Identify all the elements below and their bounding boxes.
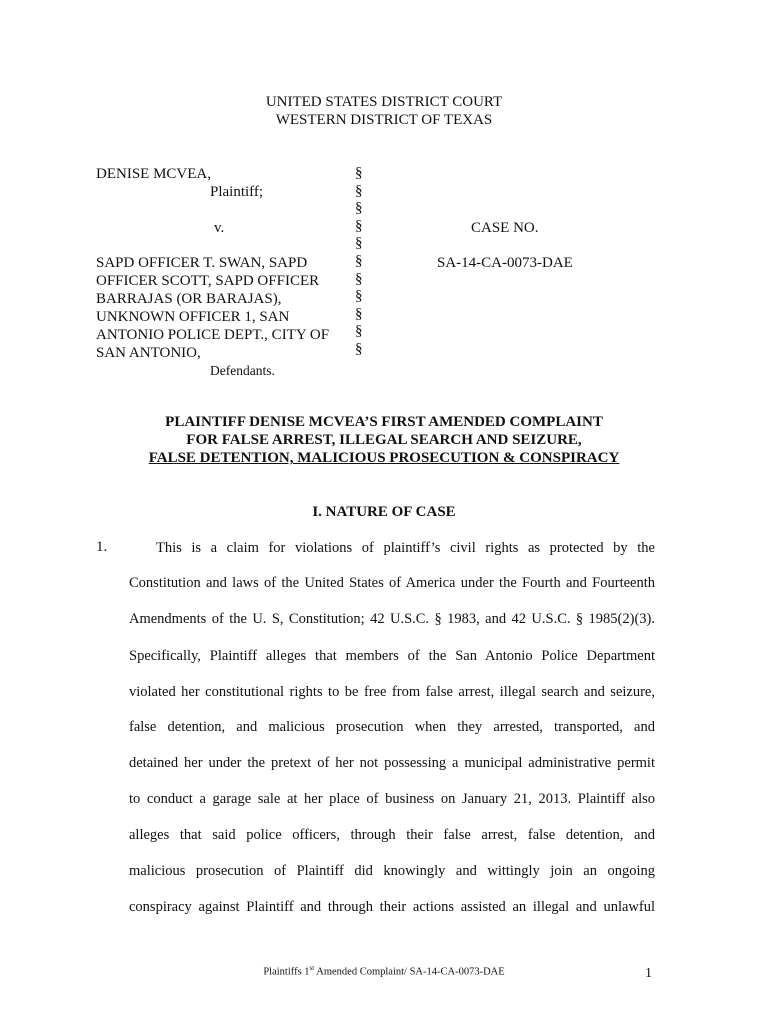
complaint-title-line3-text: FALSE DETENTION, MALICIOUS PROSECUTION & CONSPIRACY	[148, 450, 620, 466]
case-no-label: CASE NO.	[471, 220, 539, 236]
defendant-line: UNKNOWN OFFICER 1, SAN	[96, 309, 290, 325]
defendants-role: Defendants.	[210, 363, 275, 378]
defendant-line: SAN ANTONIO,	[96, 345, 201, 361]
section-symbol: §	[355, 340, 363, 357]
court-name: UNITED STATES DISTRICT COURT	[265, 94, 503, 110]
defendant-line: BARRAJAS (OR BARAJAS),	[96, 291, 282, 307]
paragraph-line: conspiracy against Plaintiff and through their actions assisted an illegal and unlawful	[129, 899, 655, 915]
footer-superscript: st	[309, 964, 315, 972]
section-symbol: §	[355, 323, 363, 340]
section-symbol: §	[355, 288, 363, 305]
plaintiff-name: DENISE MCVEA,	[96, 166, 211, 182]
paragraph-line: violated her constitutional rights to be free from false arrest, illegal search and seizure,	[129, 684, 655, 700]
case-number: SA-14-CA-0073-DAE	[437, 255, 573, 271]
paragraph-line: to conduct a garage sale at her place of business on January 21, 2013. Plaintiff also	[129, 791, 655, 807]
paragraph-line: Constitution and laws of the United States of America under the Fourth and Fourteenth	[129, 575, 655, 591]
section-symbol: §	[355, 217, 363, 234]
paragraph-line: detained her under the pretext of her not possessing a municipal administrative permit	[129, 755, 655, 771]
paragraph-line: Amendments of the U. S, Constitution; 42 U.S.C. § 1983, and 42 U.S.C. § 1985(2)(3).	[129, 611, 655, 627]
defendant-line: OFFICER SCOTT, SAPD OFFICER	[96, 273, 320, 289]
defendant-line: SAPD OFFICER T. SWAN, SAPD	[96, 255, 308, 271]
footer-prefix: Plaintiffs 1	[263, 966, 310, 978]
complaint-title-line3	[0, 449, 768, 468]
complaint-title-line2: FOR FALSE ARREST, ILLEGAL SEARCH AND SEIZURE,	[186, 432, 582, 448]
section-symbol: §	[355, 235, 363, 252]
section-symbol: §	[355, 182, 363, 199]
section-symbol: §	[355, 200, 363, 217]
page-number: 1	[645, 966, 652, 981]
section-symbol: §	[355, 305, 363, 322]
paragraph-number: 1.	[96, 539, 108, 555]
paragraph-line: false detention, and malicious prosecution when they arrested, transported, and	[129, 719, 655, 735]
paragraph-line: This is a claim for violations of plaintiff’s civil rights as protected by the	[156, 540, 655, 556]
court-district: WESTERN DISTRICT OF TEXAS	[275, 112, 493, 128]
page-footer	[0, 964, 768, 978]
section-symbol-column	[355, 165, 363, 359]
complaint-title-line1: PLAINTIFF DENISE MCVEA’S FIRST AMENDED COMPLAINT	[165, 414, 603, 430]
paragraph-line: Specifically, Plaintiff alleges that members of the San Antonio Police Department	[129, 648, 655, 664]
section-symbol: §	[355, 270, 363, 287]
section-heading: I. NATURE OF CASE	[312, 504, 456, 520]
paragraph-line: malicious prosecution of Plaintiff did knowingly and wittingly join an ongoing	[129, 863, 655, 879]
versus: v.	[214, 220, 225, 236]
section-symbol: §	[355, 252, 363, 269]
plaintiff-role: Plaintiff;	[210, 184, 264, 200]
paragraph-line: alleges that said police officers, through their false arrest, false detention, and	[129, 827, 655, 843]
section-symbol: §	[355, 165, 363, 181]
defendant-line: ANTONIO POLICE DEPT., CITY OF	[96, 327, 330, 343]
footer-suffix: Amended Complaint/ SA-14-CA-0073-DAE	[314, 966, 505, 978]
